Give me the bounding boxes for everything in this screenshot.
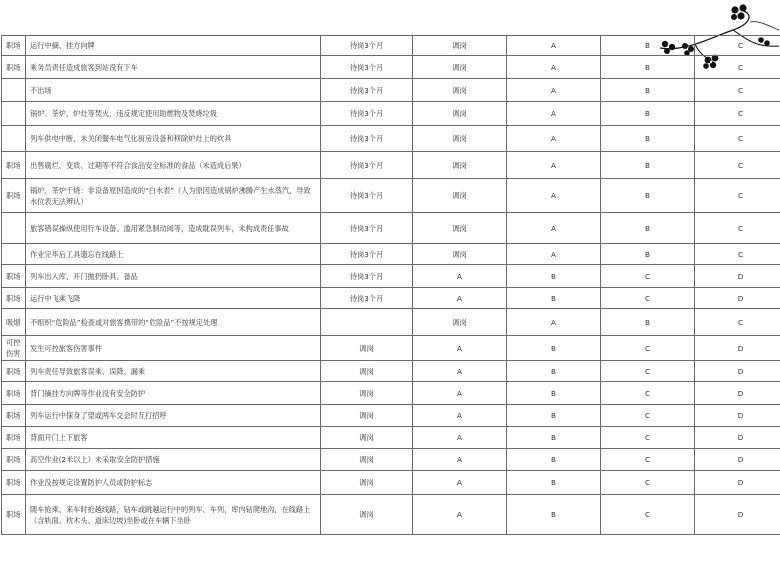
grade-cell: A: [507, 79, 601, 102]
grade-cell: B: [601, 36, 695, 56]
grade-cell: D: [695, 471, 780, 495]
grade-cell: C: [601, 405, 695, 427]
grade-cell: 调岗: [321, 405, 413, 427]
item-cell: 运行中摘、挂方向牌: [26, 36, 321, 56]
table-row: [2, 79, 780, 102]
grade-cell: B: [507, 495, 601, 535]
category-cell: 职场: [2, 56, 26, 79]
grade-cell: 调岗: [413, 244, 507, 265]
item-cell: 乘务员责任造成旅客到站没有下车: [26, 56, 321, 79]
item-cell: 高空作业(2米以上）未采取安全防护措施: [26, 449, 321, 471]
table-row: [2, 56, 780, 79]
grade-cell: D: [695, 265, 780, 288]
item-cell: 发生可控旅客伤害事件: [26, 336, 321, 361]
grade-cell: A: [507, 152, 601, 179]
table-row: [2, 405, 780, 427]
grade-cell: 调岗: [413, 126, 507, 152]
grade-cell: A: [507, 213, 601, 244]
grade-cell: C: [695, 56, 780, 79]
grade-cell: 调岗: [413, 152, 507, 179]
grade-cell: D: [695, 361, 780, 382]
table-row: [2, 102, 780, 126]
grade-cell: B: [507, 336, 601, 361]
item-cell: 列车供电中断，未关闭餐车电气化厨房设备和移除炉灶上的炊具: [26, 126, 321, 152]
table-row: [2, 213, 780, 244]
grade-cell: B: [507, 405, 601, 427]
grade-cell: 待岗3个月: [321, 213, 413, 244]
grade-cell: 待岗3个月: [321, 152, 413, 179]
category-cell: 职场: [2, 427, 26, 449]
grade-cell: A: [507, 244, 601, 265]
item-cell: 锅炉、茶炉干烧：非设备原因造成的“白水表”（人为原因造成锅炉沸腾产生水蒸汽、导致水位表无法辨认）: [26, 179, 321, 213]
category-cell: 职场: [2, 152, 26, 179]
category-cell: [2, 126, 26, 152]
grade-cell: D: [695, 495, 780, 535]
grade-cell: B: [601, 213, 695, 244]
grade-cell: 待岗3个月: [321, 79, 413, 102]
category-cell: [2, 213, 26, 244]
grade-cell: B: [601, 79, 695, 102]
grade-cell: B: [507, 288, 601, 309]
grade-cell: C: [601, 288, 695, 309]
grade-cell: A: [413, 405, 507, 427]
table-row: [2, 361, 780, 382]
table-row: [2, 244, 780, 265]
grade-cell: 调岗: [321, 336, 413, 361]
table-row: [2, 495, 780, 535]
category-cell: 职场: [2, 36, 26, 56]
grade-cell: C: [695, 126, 780, 152]
table-row: [2, 179, 780, 213]
grade-cell: A: [413, 382, 507, 405]
grade-cell: 调岗: [413, 309, 507, 336]
grade-cell: C: [695, 244, 780, 265]
grade-cell: 待岗3个月: [321, 288, 413, 309]
table-row: [2, 126, 780, 152]
category-cell: [2, 244, 26, 265]
grade-cell: A: [413, 265, 507, 288]
category-cell: [2, 102, 26, 126]
grade-cell: C: [695, 79, 780, 102]
table-row: [2, 449, 780, 471]
item-cell: 列车责任导致旅客误乘、误降、漏乘: [26, 361, 321, 382]
table-row: [2, 336, 780, 361]
grade-cell: A: [413, 361, 507, 382]
grade-cell: 待岗3个月: [321, 179, 413, 213]
grade-cell: A: [413, 471, 507, 495]
category-cell: 吸烟: [2, 309, 26, 336]
table-row: [2, 309, 780, 336]
grade-cell: A: [507, 126, 601, 152]
grade-cell: A: [413, 336, 507, 361]
item-cell: 不出场: [26, 79, 321, 102]
item-cell: 随车抢乘、来车时抢越线路，钻车或跳越运行中的列车、车列，库内钻爬地沟，在线路上（含轨面、枕木头、道床边坡)坐卧或在车辆下坐卧: [26, 495, 321, 535]
grade-cell: C: [601, 336, 695, 361]
grade-cell: 调岗: [321, 495, 413, 535]
item-cell: 出售腐烂、变质、过期等不符合食品安全标准的食品（未造成后果）: [26, 152, 321, 179]
table-row: [2, 471, 780, 495]
grade-cell: C: [601, 495, 695, 535]
table-row: [2, 36, 780, 56]
grade-cell: 调岗: [413, 79, 507, 102]
grade-cell: B: [507, 449, 601, 471]
grade-cell: C: [601, 471, 695, 495]
item-cell: 背面开门上下旅客: [26, 427, 321, 449]
grade-cell: B: [601, 244, 695, 265]
grade-cell: 调岗: [413, 56, 507, 79]
grade-cell: C: [695, 152, 780, 179]
grade-cell: 待岗3个月: [321, 265, 413, 288]
item-cell: 不组织“危险品”检查或对旅客携带的“危险品”不按规定处理: [26, 309, 321, 336]
grade-cell: C: [601, 361, 695, 382]
grade-cell: 待岗3个月: [321, 56, 413, 79]
grade-cell: A: [507, 179, 601, 213]
grade-cell: A: [413, 449, 507, 471]
grade-cell: 待岗3个月: [321, 36, 413, 56]
grade-cell: C: [601, 382, 695, 405]
item-cell: 运行中飞乘飞降: [26, 288, 321, 309]
grade-cell: A: [413, 427, 507, 449]
category-cell: 职场: [2, 382, 26, 405]
grade-cell: 调岗: [321, 382, 413, 405]
item-cell: 背门摘挂方向牌等作业没有安全防护: [26, 382, 321, 405]
table-row: [2, 265, 780, 288]
grade-cell: 待岗3个月: [321, 102, 413, 126]
grade-cell: 调岗: [321, 471, 413, 495]
grade-cell: B: [507, 471, 601, 495]
grade-cell: B: [507, 361, 601, 382]
category-cell: 可控伤害: [2, 336, 26, 361]
grade-cell: C: [695, 102, 780, 126]
category-cell: 职场: [2, 471, 26, 495]
category-cell: [2, 79, 26, 102]
grade-cell: 调岗: [321, 449, 413, 471]
grade-cell: A: [507, 36, 601, 56]
table-row: [2, 152, 780, 179]
grade-cell: B: [507, 427, 601, 449]
grade-cell: D: [695, 405, 780, 427]
item-cell: 旅客错误操纵使用行车设备、滥用紧急制动阀等，造成耽误列车，未构成责任事故: [26, 213, 321, 244]
grade-cell: B: [601, 179, 695, 213]
grade-cell: 调岗: [321, 361, 413, 382]
grade-cell: 待岗3个月: [321, 244, 413, 265]
grade-cell: D: [695, 382, 780, 405]
grade-cell: B: [601, 126, 695, 152]
table-row: [2, 427, 780, 449]
table-body: [2, 36, 780, 535]
category-cell: 职场: [2, 361, 26, 382]
grade-cell: C: [695, 309, 780, 336]
category-cell: 职场: [2, 179, 26, 213]
grade-cell: D: [695, 427, 780, 449]
item-cell: 列车运行中探身了望或两车交会时互打招呼: [26, 405, 321, 427]
category-cell: 职场: [2, 449, 26, 471]
grade-cell: C: [695, 179, 780, 213]
category-cell: 职场: [2, 288, 26, 309]
grade-cell: 调岗: [321, 427, 413, 449]
item-cell: 列车出入库、开门抛扔卧具、备品: [26, 265, 321, 288]
grade-cell: C: [695, 213, 780, 244]
grade-cell: 待岗3个月: [321, 126, 413, 152]
grade-cell: B: [601, 152, 695, 179]
grade-cell: 调岗: [413, 179, 507, 213]
grade-cell: A: [413, 495, 507, 535]
category-cell: 职场: [2, 265, 26, 288]
grade-cell: B: [507, 265, 601, 288]
grade-cell: C: [601, 427, 695, 449]
grade-cell: 调岗: [413, 213, 507, 244]
item-cell: 锅炉、茶炉、炉灶等焚火，违反规定使用助燃物及焚烧垃圾: [26, 102, 321, 126]
grade-cell: C: [601, 265, 695, 288]
grade-cell: D: [695, 449, 780, 471]
grade-cell: A: [507, 102, 601, 126]
penalty-rules-table: [1, 35, 780, 535]
grade-cell: B: [601, 56, 695, 79]
grade-cell: B: [601, 102, 695, 126]
category-cell: 职场: [2, 495, 26, 535]
grade-cell: A: [507, 309, 601, 336]
item-cell: 作业没按规定设置防护人员或防护标志: [26, 471, 321, 495]
grade-cell: A: [507, 56, 601, 79]
table-row: [2, 288, 780, 309]
grade-cell: D: [695, 288, 780, 309]
grade-cell: B: [507, 382, 601, 405]
grade-cell: 调岗: [413, 36, 507, 56]
grade-cell: D: [695, 336, 780, 361]
item-cell: 作业完毕后工具遗忘在线路上: [26, 244, 321, 265]
grade-cell: 调岗: [413, 102, 507, 126]
grade-cell: C: [695, 36, 780, 56]
grade-cell: B: [601, 309, 695, 336]
category-cell: 职场: [2, 405, 26, 427]
grade-cell: C: [601, 449, 695, 471]
grade-cell: [321, 309, 413, 336]
table-row: [2, 382, 780, 405]
grade-cell: A: [413, 288, 507, 309]
